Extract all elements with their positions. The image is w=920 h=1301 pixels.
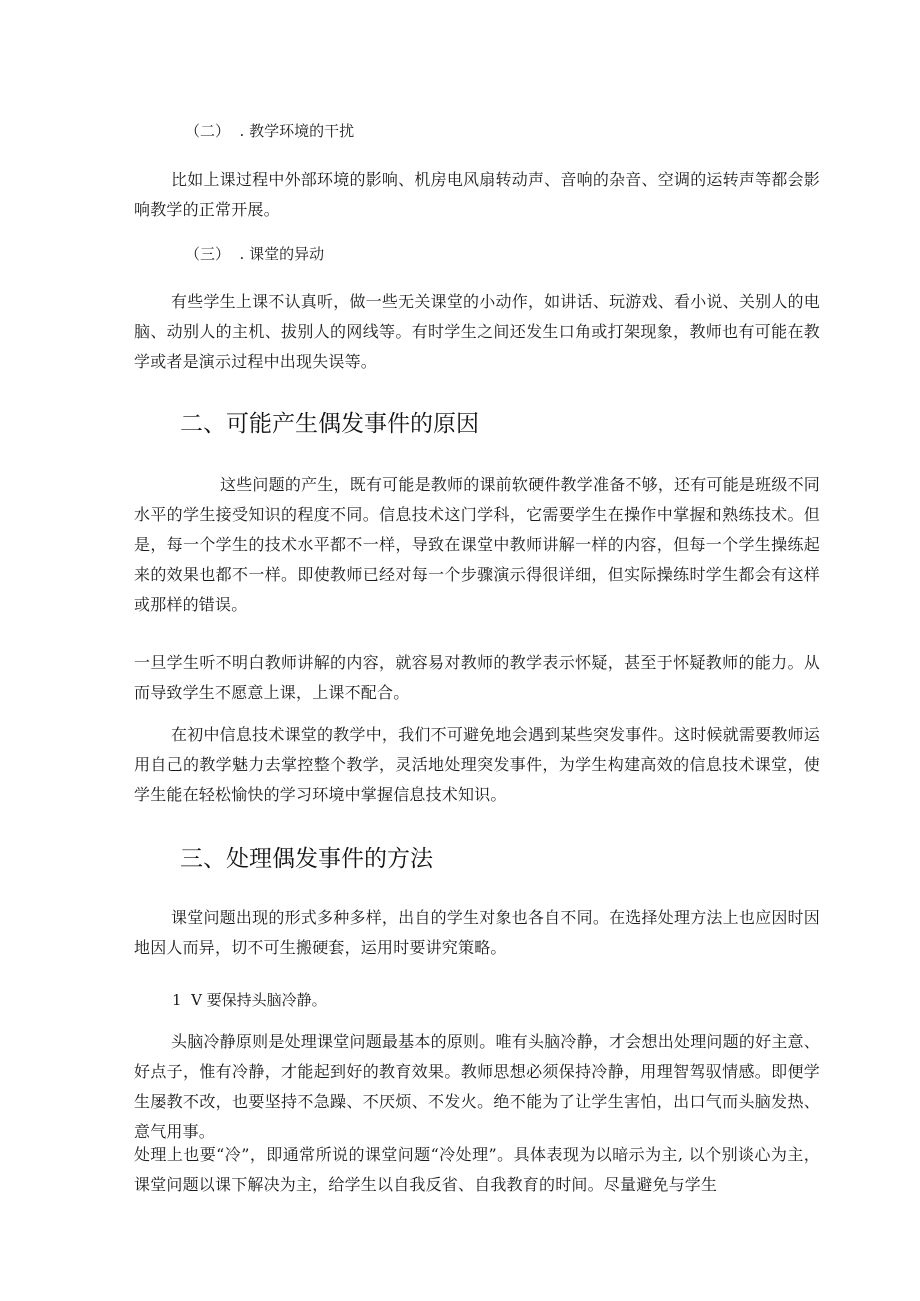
item-title-calm: 1 V 要保持头脑冷静。 — [172, 991, 327, 1009]
paragraph-causes-1: 这些问题的产生，既有可能是教师的课前软硬件教学准备不够，还有可能是班级不同水平的学生接受知识的程度不同。信息技术这门学科，它需要学生在操作中掌握和熟练技术。但是，每一个学生的技术水平都不一样，导致在课堂中教师讲解一样的内容，但每一个学生操练起来的效果也都不一样。即使教师已经对每一个步骤演示得很详细，但实际操练时学生都会有这样或那样的错误。 — [134, 475, 820, 614]
paragraph-causes-2: 一旦学生听不明白教师讲解的内容，就容易对教师的教学表示怀疑，甚至于怀疑教师的能力。从而导致学生不愿意上课，上课不配合。 — [134, 653, 820, 702]
section-heading-methods: 三、处理偶发事件的方法 — [180, 846, 433, 872]
section-heading-causes: 二、可能产生偶发事件的原因 — [180, 411, 479, 437]
subsection-title-environment: （二） . 教学环境的干扰 — [185, 122, 355, 140]
subsection-title-disturbance: （三） . 课堂的异动 — [185, 245, 325, 263]
paragraph-disturbance: 有些学生上课不认真听，做一些无关课堂的小动作，如讲话、玩游戏、看小说、关别人的电脑、动别人的主机、拔别人的网线等。有时学生之间还发生口角或打架现象，教师也有可能在教学或者是演示过程中出现失误等。 — [134, 292, 820, 371]
paragraph-causes-3: 在初中信息技术课堂的教学中，我们不可避免地会遇到某些突发事件。这时候就需要教师运用自己的教学魅力去掌控整个教学，灵活地处理突发事件，为学生构建高效的信息技术课堂，使学生能在轻松愉快的学习环境中掌握信息技术知识。 — [134, 725, 820, 804]
paragraph-calm-1: 头脑冷静原则是处理课堂问题最基本的原则。唯有头脑冷静，才会想出处理问题的好主意、好点子，惟有冷静，才能起到好的教育效果。教师思想必须保持冷静，用理智驾驭情感。即便学生屡教不改，也要坚持不急躁、不厌烦、不发火。绝不能为了让学生害怕，出口气而头脑发热、意气用事。 — [134, 1032, 820, 1141]
paragraph-calm-2: 处理上也要“冷”，即通常所说的课堂问题“冷处理”。具体表现为以暗示为主, 以个别谈心为主，课堂问题以课下解决为主，给学生以自我反省、自我教育的时间。尽量避免与学生 — [134, 1145, 820, 1194]
paragraph-environment: 比如上课过程中外部环境的影响、机房电风扇转动声、音响的杂音、空调的运转声等都会影响教学的正常开展。 — [134, 170, 820, 219]
paragraph-methods-intro: 课堂问题出现的形式多种多样，出自的学生对象也各自不同。在选择处理方法上也应因时因地因人而异，切不可生搬硬套，运用时要讲究策略。 — [134, 908, 820, 957]
